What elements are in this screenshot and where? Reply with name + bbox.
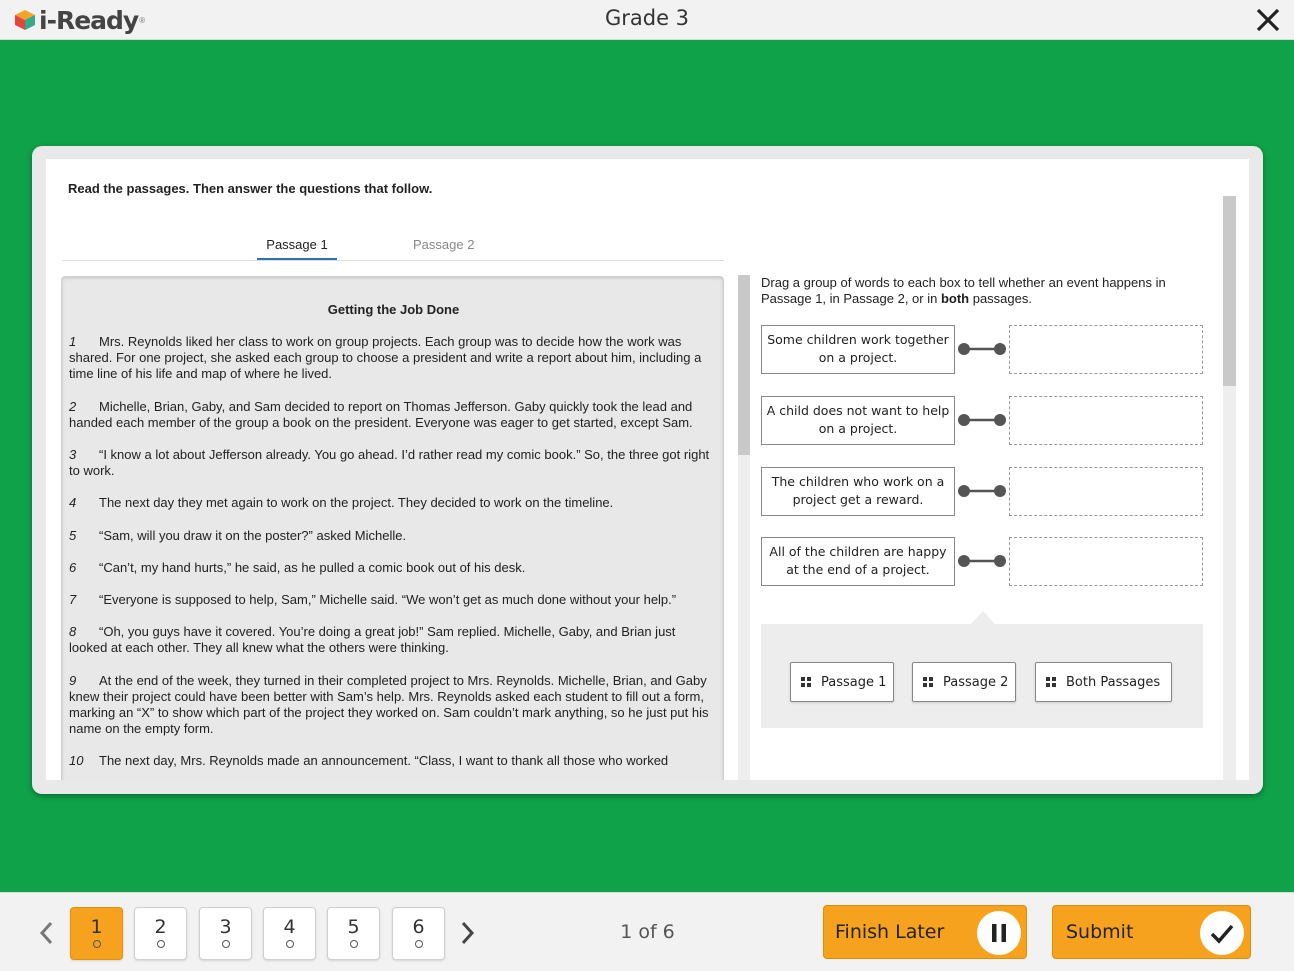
- question-number: 4: [283, 916, 296, 938]
- next-button[interactable]: [458, 920, 476, 946]
- passage-scrollbar-thumb[interactable]: [738, 275, 750, 455]
- paragraph: [69, 560, 711, 576]
- submit-button[interactable]: [1052, 905, 1251, 959]
- paragraph-number: 4: [69, 495, 77, 511]
- status-dot-icon: [93, 940, 101, 948]
- question-number: 3: [219, 916, 232, 938]
- paragraph-number: 10: [69, 753, 84, 769]
- bank-pointer: [971, 611, 995, 624]
- paragraph-text: “Can’t, my hand hurts,” he said, as he pulled a comic book out of his desk.: [99, 559, 526, 575]
- question-4-button[interactable]: [263, 907, 316, 960]
- paragraph-number: 5: [69, 527, 77, 543]
- paragraph-number: 8: [69, 624, 77, 640]
- paragraph: [69, 447, 711, 479]
- tab-passage-2[interactable]: Passage 2: [413, 237, 475, 252]
- match-row: [761, 396, 1203, 445]
- status-dot-icon: [286, 940, 294, 948]
- chevron-left-icon: [38, 920, 56, 946]
- close-button[interactable]: [1254, 6, 1282, 34]
- paragraph: [69, 334, 711, 383]
- finish-later-label: Finish Later: [835, 921, 945, 943]
- paragraph: [69, 528, 711, 544]
- match-row: [761, 467, 1203, 516]
- prompt-text: Drag a group of words to each box to tell whether an event happens in Passage 1, in Passage 2, or in: [761, 275, 1166, 306]
- paragraph-text: “Oh, you guys have it covered. You’re doing a great job!” Sam replied. Michelle, Gaby, and Brian just looked at each other. They all knew what the others were thinking.: [69, 624, 676, 656]
- choice-passage-1[interactable]: [790, 662, 894, 702]
- drag-handle-icon: [923, 677, 933, 687]
- page-title: Grade 3: [604, 6, 690, 30]
- statement-line: project get a reward.: [792, 492, 924, 507]
- statement-line: Some children work together: [767, 332, 949, 347]
- match-row: [761, 537, 1203, 586]
- drop-target[interactable]: [1009, 325, 1203, 374]
- status-dot-icon: [157, 940, 165, 948]
- paragraph-text: “Everyone is supposed to help, Sam,” Michelle said. “We won’t get as much done without your help.”: [99, 592, 677, 608]
- question-number: 1: [90, 916, 103, 938]
- connector-icon: [957, 553, 1007, 569]
- question-scrollbar[interactable]: [1223, 196, 1236, 780]
- prompt-emphasis: both: [940, 291, 970, 306]
- paragraph-text: “Sam, will you draw it on the poster?” asked Michelle.: [99, 527, 407, 543]
- statement-line: on a project.: [818, 350, 898, 365]
- connector-icon: [957, 412, 1007, 428]
- paragraph-text: Michelle, Brian, Gaby, and Sam decided to report on Thomas Jefferson. Gaby quickly took the lead and handed each member of the group a book on the president. Everyone was eager to get started, except Sam.: [69, 398, 693, 430]
- paragraph-text: Mrs. Reynolds liked her class to work on group projects. Each group was to decide how the work was shared. For one project, she asked each group to choose a president and write a report about him, including a time line of his life and map of where he lived.: [69, 334, 702, 382]
- logo-text: i-Ready: [39, 5, 139, 35]
- question-counter: 1 of 6: [620, 921, 675, 943]
- statement-line: at the end of a project.: [786, 562, 930, 577]
- prompt-text-end: passages.: [969, 291, 1032, 306]
- question-number: 5: [347, 916, 360, 938]
- paragraph: [69, 673, 711, 738]
- question-6-button[interactable]: [392, 907, 445, 960]
- match-row: [761, 325, 1203, 374]
- statement-box: [761, 537, 955, 586]
- statement-line: The children who work on a: [771, 474, 945, 489]
- top-bar: [0, 0, 1294, 40]
- statement-line: All of the children are happy: [769, 544, 947, 559]
- submit-label: Submit: [1066, 921, 1134, 943]
- statement-line: A child does not want to help: [766, 403, 950, 418]
- question-card: [32, 146, 1263, 794]
- finish-later-button[interactable]: [823, 905, 1027, 959]
- previous-button[interactable]: [38, 920, 56, 946]
- close-icon: [1254, 6, 1282, 34]
- choice-both-passages[interactable]: [1035, 662, 1172, 702]
- question-card-content: [46, 159, 1249, 780]
- passage-panel[interactable]: [61, 276, 724, 780]
- status-dot-icon: [350, 940, 358, 948]
- paragraph-text: “I know a lot about Jefferson already. You go ahead. I’d rather read my comic book.” So, the three got right to work.: [69, 447, 710, 479]
- paragraph: [69, 753, 711, 769]
- instructions: Read the passages. Then answer the questions that follow.: [68, 181, 433, 196]
- drop-target[interactable]: [1009, 467, 1203, 516]
- passage-text: [69, 334, 711, 780]
- paragraph: [69, 399, 711, 431]
- paragraph-text: The next day they met again to work on the project. They decided to work on the timeline.: [99, 495, 614, 511]
- statement-box: [761, 325, 955, 374]
- passage-title: Getting the Job Done: [327, 302, 460, 317]
- question-prompt: [761, 275, 1201, 307]
- question-number: 2: [154, 916, 167, 938]
- drag-handle-icon: [1046, 677, 1056, 687]
- status-dot-icon: [222, 940, 230, 948]
- paragraph: [69, 592, 711, 608]
- pause-icon: [977, 911, 1021, 955]
- drop-target[interactable]: [1009, 396, 1203, 445]
- paragraph-number: 1: [69, 334, 77, 349]
- chevron-right-icon: [458, 920, 476, 946]
- paragraph: [69, 624, 711, 656]
- answer-bank: [761, 624, 1203, 728]
- passage-tabs: [62, 231, 724, 261]
- tab-passage-1[interactable]: Passage 1: [257, 237, 337, 260]
- connector-icon: [957, 483, 1007, 499]
- drag-handle-icon: [801, 677, 811, 687]
- paragraph-number: 7: [69, 592, 77, 608]
- paragraph-number: 3: [69, 447, 77, 463]
- passage-scrollbar[interactable]: [738, 275, 750, 780]
- question-3-button[interactable]: [199, 907, 252, 960]
- connector-icon: [957, 341, 1007, 357]
- statement-box: [761, 467, 955, 516]
- bottom-navigation: [0, 892, 1294, 971]
- logo-registered-mark: ®: [139, 15, 146, 25]
- paragraph-number: 6: [69, 559, 77, 575]
- question-2-button[interactable]: [134, 907, 187, 960]
- paragraph: [69, 495, 711, 511]
- paragraph-text: The next day, Mrs. Reynolds made an announcement. “Class, I want to thank all those who worked: [99, 753, 669, 769]
- question-number: 6: [412, 916, 425, 938]
- statement-line: on a project.: [818, 421, 898, 436]
- choice-label: Passage 2: [943, 674, 1009, 690]
- paragraph-text: At the end of the week, they turned in their completed project to Mrs. Reynolds. Michelle, Brian, and Gaby knew their project could have been better with Sam’s help. Mrs. Reynolds asked each student to fill out a form, marking an “X” to show which part of the project they worked on. Sam couldn’t mark anything, so he just put his name on the empty form.: [69, 672, 709, 737]
- checkmark-icon: [1200, 911, 1244, 955]
- drop-target[interactable]: [1009, 537, 1203, 586]
- statement-box: [761, 396, 955, 445]
- status-dot-icon: [415, 940, 423, 948]
- choice-label: Both Passages: [1066, 674, 1161, 690]
- paragraph-number: 9: [69, 672, 77, 688]
- paragraph-number: 2: [69, 398, 77, 414]
- question-1-button[interactable]: [70, 907, 123, 960]
- choice-label: Passage 1: [821, 674, 887, 690]
- question-scrollbar-thumb[interactable]: [1223, 196, 1236, 386]
- choice-passage-2[interactable]: [912, 662, 1016, 702]
- question-5-button[interactable]: [327, 907, 380, 960]
